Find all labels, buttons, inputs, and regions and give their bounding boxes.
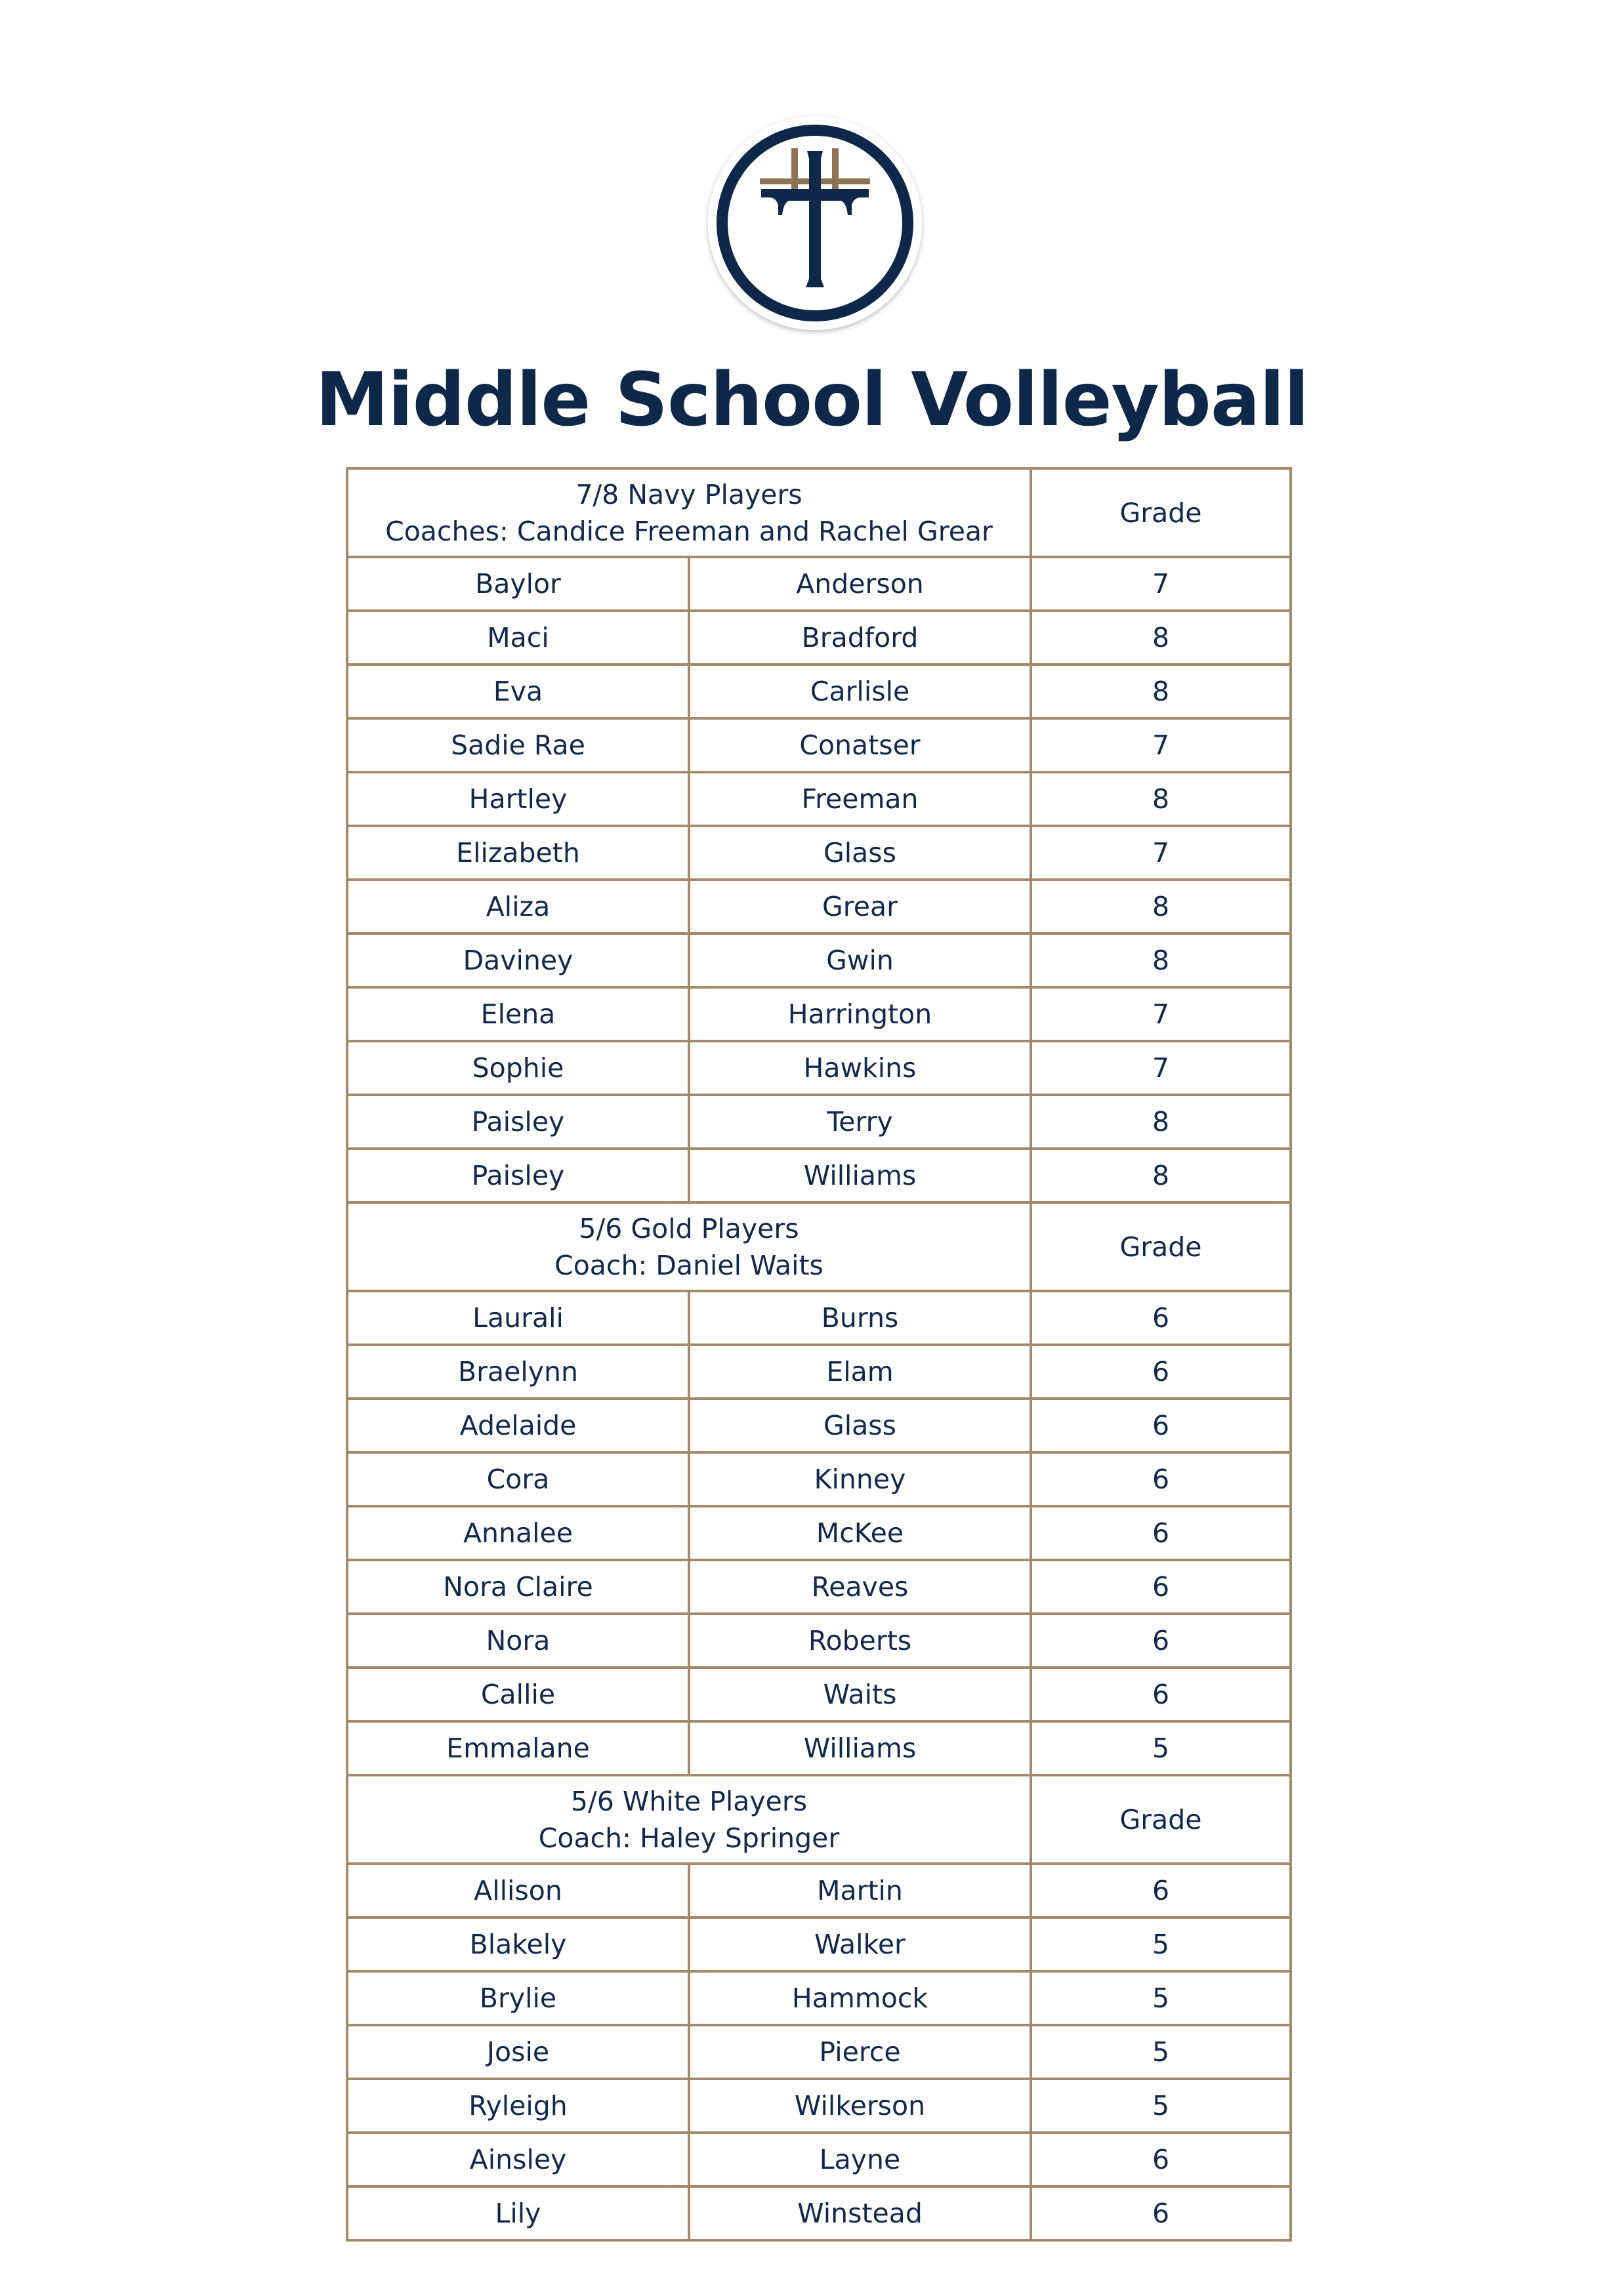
last-name-cell: Kinney: [689, 1452, 1031, 1506]
table-row: [347, 1345, 1291, 1399]
grade-cell: 6: [1031, 1614, 1291, 1668]
last-name-cell: Elam: [689, 1345, 1031, 1399]
last-name-cell: Glass: [689, 1399, 1031, 1452]
grade-header: Grade: [1031, 468, 1291, 557]
table-row: [347, 772, 1291, 826]
grade-cell: 8: [1031, 1095, 1291, 1149]
first-name-cell: Nora: [347, 1614, 689, 1668]
last-name-cell: Roberts: [689, 1614, 1031, 1668]
table-row: [347, 826, 1291, 880]
first-name-cell: Callie: [347, 1668, 689, 1721]
team-name: 5/6 Gold Players: [579, 1212, 799, 1244]
table-row: [347, 557, 1291, 611]
section-header-row: [347, 468, 1291, 557]
table-row: [347, 987, 1291, 1041]
table-row: [347, 1864, 1291, 1917]
last-name-cell: Conatser: [689, 718, 1031, 772]
first-name-cell: Paisley: [347, 1095, 689, 1149]
first-name-cell: Laurali: [347, 1291, 689, 1345]
grade-cell: 8: [1031, 665, 1291, 718]
grade-cell: 8: [1031, 772, 1291, 826]
table-row: [347, 1721, 1291, 1775]
first-name-cell: Maci: [347, 611, 689, 665]
last-name-cell: Carlisle: [689, 665, 1031, 718]
first-name-cell: Sophie: [347, 1041, 689, 1095]
table-row: [347, 1291, 1291, 1345]
first-name-cell: Ryleigh: [347, 2079, 689, 2133]
last-name-cell: Terry: [689, 1095, 1031, 1149]
last-name-cell: Williams: [689, 1721, 1031, 1775]
last-name-cell: Hawkins: [689, 1041, 1031, 1095]
first-name-cell: Cora: [347, 1452, 689, 1506]
first-name-cell: Nora Claire: [347, 1560, 689, 1614]
table-row: [347, 933, 1291, 987]
last-name-cell: Winstead: [689, 2186, 1031, 2240]
last-name-cell: Walker: [689, 1917, 1031, 1971]
grade-cell: 6: [1031, 2186, 1291, 2240]
last-name-cell: McKee: [689, 1506, 1031, 1560]
grade-cell: 6: [1031, 1560, 1291, 1614]
grade-cell: 6: [1031, 1399, 1291, 1452]
first-name-cell: Adelaide: [347, 1399, 689, 1452]
last-name-cell: Martin: [689, 1864, 1031, 1917]
first-name-cell: Emmalane: [347, 1721, 689, 1775]
last-name-cell: Bradford: [689, 611, 1031, 665]
table-row: [347, 880, 1291, 933]
table-row: [347, 2186, 1291, 2240]
table-row: [347, 1506, 1291, 1560]
team-name: 7/8 Navy Players: [575, 478, 802, 510]
grade-cell: 7: [1031, 1041, 1291, 1095]
grade-cell: 5: [1031, 2079, 1291, 2133]
grade-cell: 6: [1031, 2133, 1291, 2186]
table-row: [347, 1095, 1291, 1149]
last-name-cell: Anderson: [689, 557, 1031, 611]
table-row: [347, 2133, 1291, 2186]
last-name-cell: Glass: [689, 826, 1031, 880]
grade-cell: 6: [1031, 1452, 1291, 1506]
first-name-cell: Elizabeth: [347, 826, 689, 880]
coach-names: Coach: Daniel Waits: [554, 1249, 823, 1281]
last-name-cell: Harrington: [689, 987, 1031, 1041]
grade-header: Grade: [1031, 1775, 1291, 1864]
section-header-row: [347, 1775, 1291, 1864]
grade-cell: 6: [1031, 1864, 1291, 1917]
table-row: [347, 1917, 1291, 1971]
coach-names: Coach: Haley Springer: [538, 1822, 840, 1854]
first-name-cell: Daviney: [347, 933, 689, 987]
first-name-cell: Hartley: [347, 772, 689, 826]
table-row: [347, 611, 1291, 665]
first-name-cell: Blakely: [347, 1917, 689, 1971]
first-name-cell: Lily: [347, 2186, 689, 2240]
table-row: [347, 1149, 1291, 1202]
grade-cell: 7: [1031, 987, 1291, 1041]
grade-cell: 6: [1031, 1345, 1291, 1399]
cross-emblem-icon: [702, 112, 928, 338]
last-name-cell: Williams: [689, 1149, 1031, 1202]
grade-cell: 6: [1031, 1506, 1291, 1560]
first-name-cell: Josie: [347, 2025, 689, 2079]
grade-cell: 8: [1031, 933, 1291, 987]
team-name: 5/6 White Players: [570, 1785, 808, 1817]
grade-header: Grade: [1031, 1202, 1291, 1291]
first-name-cell: Eva: [347, 665, 689, 718]
table-row: [347, 1668, 1291, 1721]
first-name-cell: Sadie Rae: [347, 718, 689, 772]
first-name-cell: Brylie: [347, 1971, 689, 2025]
grade-cell: 5: [1031, 1971, 1291, 2025]
grade-cell: 7: [1031, 557, 1291, 611]
grade-cell: 5: [1031, 2025, 1291, 2079]
table-row: [347, 1971, 1291, 2025]
first-name-cell: Braelynn: [347, 1345, 689, 1399]
table-row: [347, 1041, 1291, 1095]
last-name-cell: Reaves: [689, 1560, 1031, 1614]
last-name-cell: Gwin: [689, 933, 1031, 987]
table-row: [347, 1452, 1291, 1506]
last-name-cell: Hammock: [689, 1971, 1031, 2025]
team-header-cell: [347, 1202, 1031, 1291]
grade-cell: 8: [1031, 611, 1291, 665]
school-logo: [702, 112, 928, 338]
last-name-cell: Pierce: [689, 2025, 1031, 2079]
grade-cell: 5: [1031, 1721, 1291, 1775]
page-title: Middle School Volleyball: [315, 358, 1309, 443]
team-header-cell: [347, 468, 1031, 557]
last-name-cell: Freeman: [689, 772, 1031, 826]
last-name-cell: Grear: [689, 880, 1031, 933]
table-row: [347, 1614, 1291, 1668]
table-row: [347, 1560, 1291, 1614]
grade-cell: 7: [1031, 718, 1291, 772]
first-name-cell: Baylor: [347, 557, 689, 611]
last-name-cell: Waits: [689, 1668, 1031, 1721]
team-header-cell: [347, 1775, 1031, 1864]
last-name-cell: Layne: [689, 2133, 1031, 2186]
section-header-row: [347, 1202, 1291, 1291]
table-row: [347, 1399, 1291, 1452]
first-name-cell: Ainsley: [347, 2133, 689, 2186]
table-row: [347, 718, 1291, 772]
first-name-cell: Elena: [347, 987, 689, 1041]
first-name-cell: Annalee: [347, 1506, 689, 1560]
grade-cell: 6: [1031, 1668, 1291, 1721]
grade-cell: 8: [1031, 1149, 1291, 1202]
last-name-cell: Wilkerson: [689, 2079, 1031, 2133]
grade-cell: 6: [1031, 1291, 1291, 1345]
table-row: [347, 2079, 1291, 2133]
roster-table: [346, 467, 1292, 2242]
coach-names: Coaches: Candice Freeman and Rachel Grear: [385, 515, 993, 547]
last-name-cell: Burns: [689, 1291, 1031, 1345]
grade-cell: 8: [1031, 880, 1291, 933]
table-row: [347, 2025, 1291, 2079]
grade-cell: 7: [1031, 826, 1291, 880]
table-row: [347, 665, 1291, 718]
first-name-cell: Paisley: [347, 1149, 689, 1202]
first-name-cell: Aliza: [347, 880, 689, 933]
first-name-cell: Allison: [347, 1864, 689, 1917]
grade-cell: 5: [1031, 1917, 1291, 1971]
